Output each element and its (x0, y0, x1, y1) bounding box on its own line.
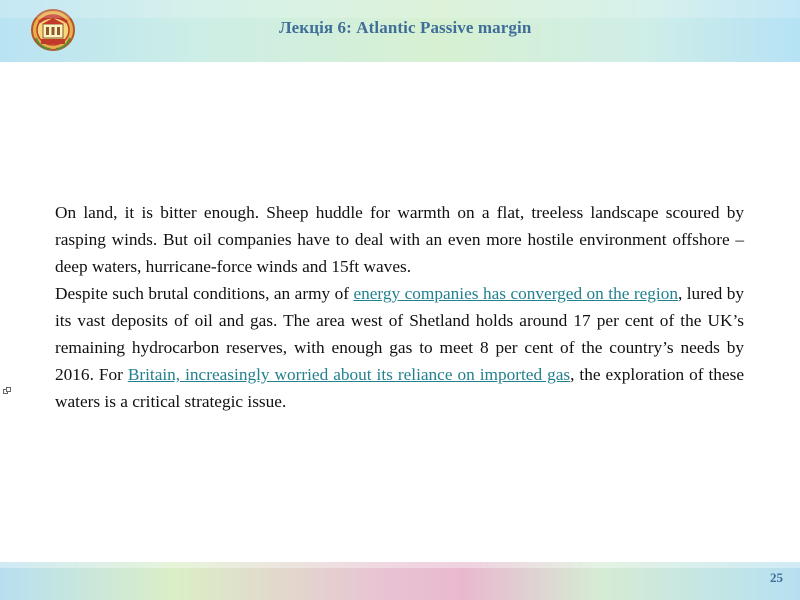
university-emblem-icon (30, 8, 76, 52)
slide-title: Лекція 6: Atlantic Passive margin (279, 18, 532, 37)
britain-imported-gas-link[interactable]: Britain, increasingly worried about its reliance on imported gas (127, 365, 571, 384)
header-banner (0, 0, 800, 62)
slide-body (55, 199, 744, 415)
paragraph-2-text-end: , the exploration of these waters is a critical strategic issue. (55, 365, 745, 411)
sound-marker-icon[interactable] (3, 381, 11, 388)
footer-banner (0, 562, 800, 600)
paragraph-2-text-middle: , lured by its vast deposits of oil and gas. The area west of Shetland holds around 17 per cent of the UK’s remaining hydrocarbon reserves, with enough gas to meet 8 per cent of the country’s needs by 2016. For (55, 284, 744, 384)
page-number: 25 (770, 570, 783, 585)
paragraph-2 (55, 280, 744, 415)
paragraph-2-text-start: Despite such brutal conditions, an army of (55, 284, 354, 303)
energy-companies-link[interactable]: energy companies has converged on the region (353, 284, 678, 303)
paragraph-1: On land, it is bitter enough. Sheep huddle for warmth on a flat, treeless landscape scoured by rasping winds. But oil companies have to deal with an even more hostile environment offshore – deep waters, hurricane-force winds and 15ft waves. (55, 203, 744, 276)
